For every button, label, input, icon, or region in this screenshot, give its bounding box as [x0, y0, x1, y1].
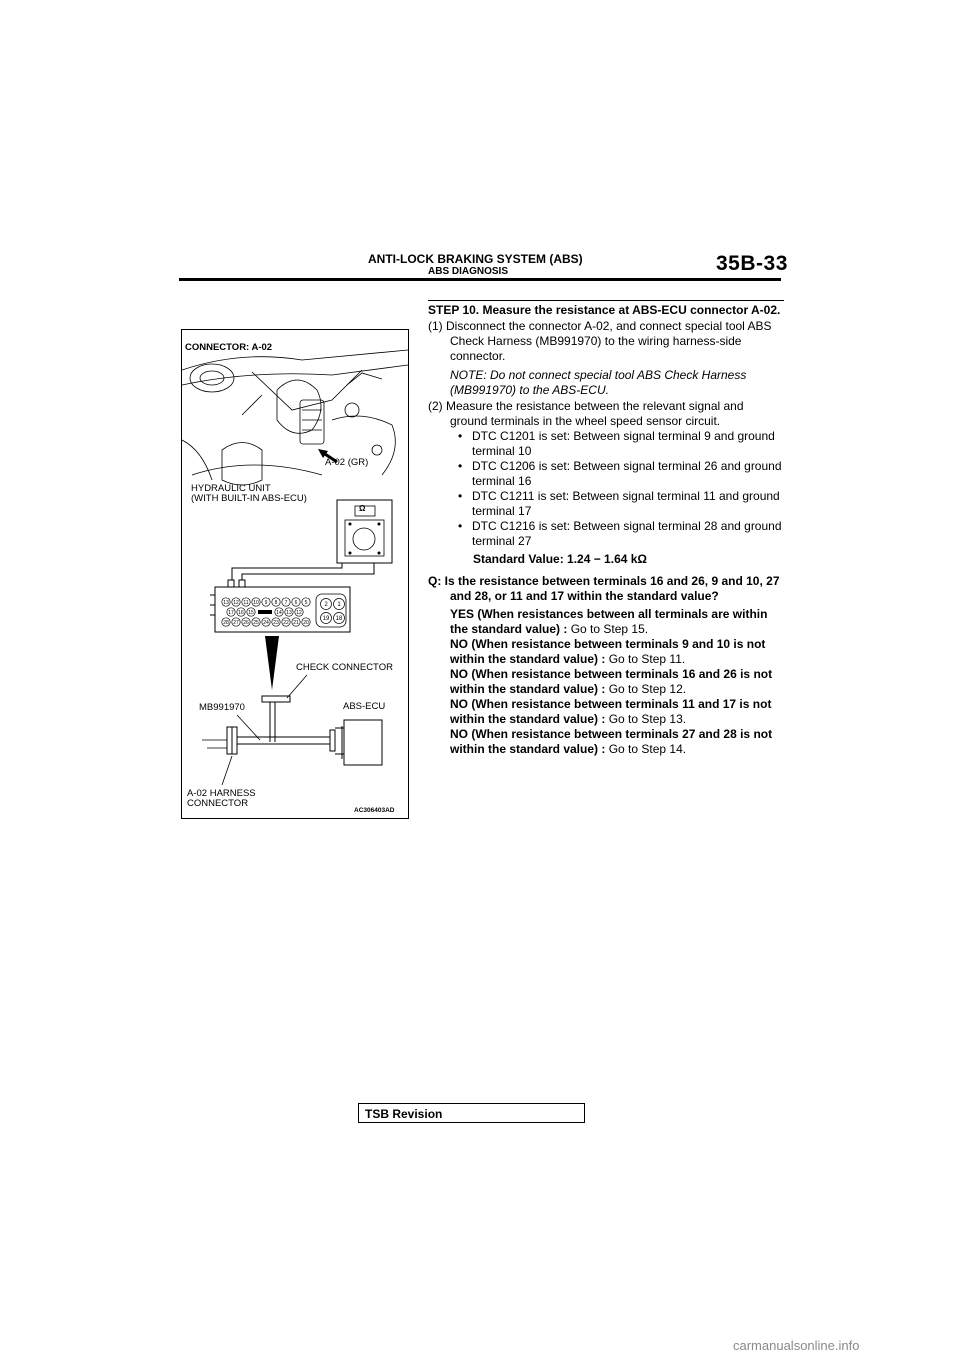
- abs-ecu-label: ABS-ECU: [343, 701, 386, 712]
- pin-number: 25: [253, 620, 259, 626]
- header-subtitle: ABS DIAGNOSIS: [428, 266, 509, 277]
- answer-no: NO (When resistance between terminals 9 and 10 is not within the standard value) : Go to Step 11.: [450, 637, 766, 666]
- pin-number: 27: [233, 620, 239, 626]
- step-note: NOTE: Do not connect special tool ABS Check Harness (MB991970) to the ABS-ECU.: [450, 368, 747, 397]
- pin-number: 26: [243, 620, 249, 626]
- answers: [428, 607, 784, 757]
- header-rule: [179, 278, 781, 281]
- dtc-bullet: • DTC C1206 is set: Between signal terminal 26 and ground terminal 16: [458, 459, 782, 488]
- pin-number: 1: [337, 602, 341, 608]
- dtc-bullet: • DTC C1201 is set: Between signal terminal 9 and ground terminal 10: [458, 429, 775, 458]
- question: Q: Is the resistance between terminals 16 and 26, 9 and 10, 27 and 28, or 11 and 17 within the standard value?: [428, 574, 780, 603]
- pin-number: 11: [243, 600, 249, 606]
- procedure-text: [428, 300, 784, 757]
- pin-number: 20: [303, 620, 309, 626]
- pin-number: 13: [286, 610, 292, 616]
- ohm-symbol: Ω: [359, 504, 366, 513]
- hydraulic-unit-label: HYDRAULIC UNIT (WITH BUILT-IN ABS-ECU): [191, 483, 307, 504]
- step-item-2: (2) Measure the resistance between the relevant signal and ground terminals in the wheel speed sensor circuit.: [428, 399, 744, 428]
- step-title: STEP 10. Measure the resistance at ABS-ECU connector A-02.: [428, 303, 781, 317]
- pin-number: 16: [238, 610, 244, 616]
- pin-number: 8: [274, 600, 278, 606]
- pin-number: 13: [223, 600, 229, 606]
- connector-figure: [181, 329, 409, 819]
- figure-code: AC306403AD: [354, 807, 395, 814]
- pin-number: 12: [233, 600, 239, 606]
- pin-number: 23: [273, 620, 279, 626]
- pin-number: 19: [322, 616, 330, 622]
- page-number: 35B-33: [716, 252, 788, 275]
- step-item-1: (1) Disconnect the connector A-02, and connect special tool ABS Check Harness (MB991970) to the wiring harness-side connector.: [428, 319, 772, 363]
- tool-number-label: MB991970: [199, 702, 245, 713]
- watermark: carmanualsonline.info: [733, 1338, 860, 1353]
- standard-value: Standard Value: 1.24 − 1.64 kΩ: [473, 552, 648, 566]
- answer-no: NO (When resistance between terminals 11 and 17 is not within the standard value) : Go to Step 13.: [450, 697, 772, 726]
- pin-number: 21: [293, 620, 299, 626]
- pin-number: 7: [284, 600, 288, 606]
- pin-row-3: [222, 618, 310, 626]
- dtc-bullet: • DTC C1216 is set: Between signal terminal 28 and ground terminal 27: [458, 519, 782, 548]
- tsb-revision-box: TSB Revision: [358, 1103, 585, 1123]
- pin-number: 12: [296, 610, 302, 616]
- harness-connector-label: A-02 HARNESS CONNECTOR: [187, 788, 256, 809]
- figure-illustration: [182, 330, 408, 818]
- answer-no: NO (When resistance between terminals 16 and 26 is not within the standard value) : Go to Step 12.: [450, 667, 773, 696]
- answer-no: NO (When resistance between terminals 27 and 28 is not within the standard value) : Go to Step 14.: [450, 727, 773, 756]
- pin-number: 6: [294, 600, 298, 606]
- header-title: ANTI-LOCK BRAKING SYSTEM (ABS): [368, 252, 583, 266]
- pin-number: 2: [324, 602, 328, 608]
- pin-number: 14: [276, 610, 282, 616]
- check-connector-label: CHECK CONNECTOR: [296, 662, 393, 673]
- pin-number: 15: [248, 610, 254, 616]
- pin-number: 5: [304, 600, 308, 606]
- pin-number: 24: [263, 620, 269, 626]
- pin-number: 10: [253, 600, 259, 606]
- pin-number: 22: [283, 620, 289, 626]
- step-rule: [428, 300, 784, 301]
- connector-a02-label: A-02 (GR): [325, 457, 369, 468]
- pin-row-1: [222, 598, 310, 606]
- pin-number: 9: [264, 600, 268, 606]
- pin-number: 17: [228, 610, 234, 616]
- connector-title: CONNECTOR: A-02: [185, 342, 273, 353]
- pin-number: 28: [223, 620, 229, 626]
- pin-number: 18: [335, 616, 343, 622]
- dtc-bullet: • DTC C1211 is set: Between signal terminal 11 and ground terminal 17: [458, 489, 780, 518]
- answer-yes: YES (When resistances between all terminals are within the standard value) : Go to Step 15.: [450, 607, 768, 636]
